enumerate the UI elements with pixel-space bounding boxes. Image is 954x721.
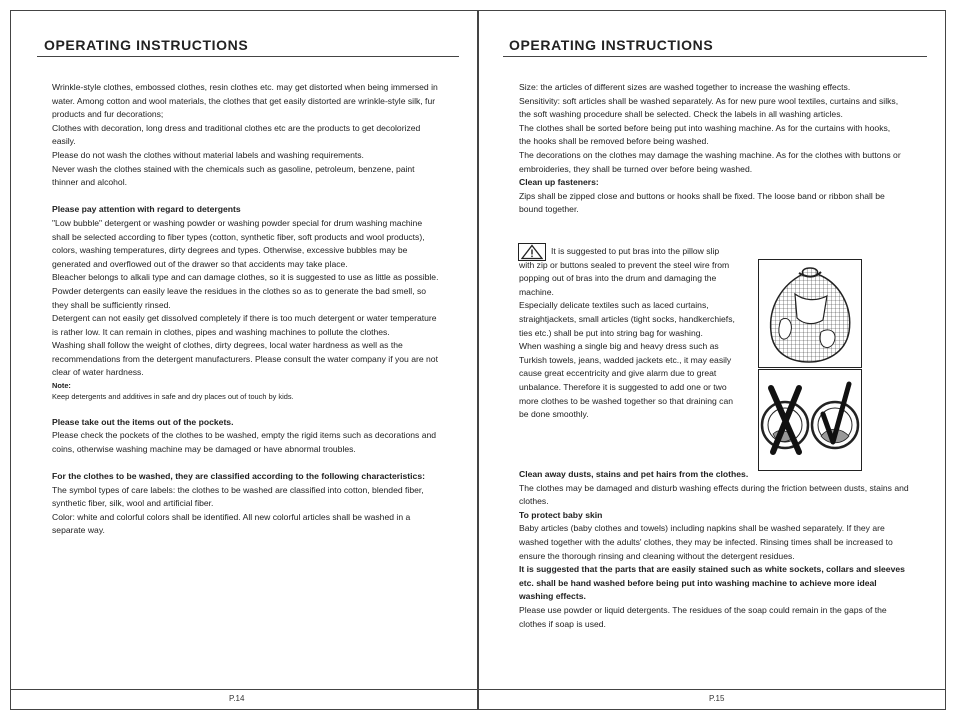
page-number: P.14 (229, 694, 245, 703)
section-heading: For the clothes to be washed, they are classified according to the following characteristics: (52, 471, 425, 482)
paragraph: The clothes shall be sorted before being put into washing machine. As for the curtains with hooks, the hooks shall be removed before being washed. (519, 122, 891, 147)
paragraph: When washing a single big and heavy dress such as Turkish towels, jeans, wadded jackets etc., it may easily cause great eccentricity and give alarm due to great unbalance. Therefore it is suggested to add one or two more clothes to be washed together so that draining can be done smoothly. (519, 341, 734, 420)
paragraph: Wrinkle-style clothes, embossed clothes, resin clothes etc. may get distorted when being immersed in water. Among cotton and wool materials, the clothes that get easily distorted are wrinkle-style silk, fur products and fur decorations; (52, 82, 438, 120)
section-heading: Please take out the items out of the pockets. (52, 416, 234, 427)
paragraph: Bleacher belongs to alkali type and can damage clothes, so it is suggested to use as little as possible. (52, 272, 439, 283)
page-number: P.15 (709, 694, 725, 703)
note-label: Note: (52, 381, 71, 391)
paragraph: Powder detergents can easily leave the residues in the clothes so as to generate the bad smell, so they shall be sufficiently rinsed. (52, 285, 427, 310)
paragraph: Sensitivity: soft articles shall be washed separately. As for new pure wool textiles, curtains and silks, the soft washing procedure shall be selected. Check the labels in all washing articles. (519, 95, 899, 120)
paragraph: Washing shall follow the weight of clothes, dirty degrees, local water hardness as well as the recommendations from the detergent manufacturers. Please consult the water company if you are not clear of water hardness. (52, 340, 438, 378)
page-left (10, 10, 478, 710)
note-text: Keep detergents and additives in safe and dry places out of touch by kids. (52, 392, 294, 402)
page-footer-left (11, 689, 477, 709)
drum-wrong-x-illustration (762, 388, 808, 452)
section-heading: Clean away dusts, stains and pet hairs from the clothes. (519, 469, 749, 479)
paragraph: It is suggested to put bras into the pillow slip with zip or buttons sealed to prevent the steel wire from popping out of bras into the drum and damaging the machine. (519, 246, 730, 297)
page-footer-right (479, 689, 945, 709)
paragraph: The symbol types of care labels: the clothes to be washed are classified into cotton, blended fiber, synthetic fiber, silk, wool and artificial fiber. (52, 484, 424, 509)
paragraph: Baby articles (baby clothes and towels) including napkins shall be washed separately. If they are washed together with the adults' clothes, they may be infected. Rinsing times shall be increased to ensure the thorough rinsing and cleaning without the detergent residues. (519, 523, 893, 561)
paragraph: The decorations on the clothes may damage the washing machine. As for the clothes with buttons or embroideries, they shall be turned over before being washed. (519, 149, 901, 174)
section-heading: To protect baby skin (519, 509, 603, 520)
title-rule-left (37, 56, 459, 57)
paragraph: Please check the pockets of the clothes to be washed, empty the rigid items such as decorations and coins, otherwise washing machine may be damaged or have abnormal troubles. (52, 430, 437, 454)
title-rule-right (503, 56, 927, 57)
paragraph: Color: white and colorful colors shall be identified. All new colorful articles shall be washed in a separate way. (52, 511, 411, 536)
paragraph: Zips shall be zipped close and buttons or hooks shall be fixed. The loose band or ribbon shall be bound together. (519, 190, 885, 215)
paragraph: Please use powder or liquid detergents. The residues of the soap could remain in the gaps of the clothes if soap is used. (519, 604, 887, 629)
drum-correct-check-illustration (812, 384, 858, 448)
paragraph: Please do not wash the clothes without material labels and washing requirements. (52, 149, 364, 160)
right-body-top (519, 81, 901, 217)
paragraph: Detergent can not easily get dissolved completely if there is too much detergent or water temperature is rather low. It can remain in clothes, pipes and washing machines to pollute the clothes. (52, 313, 437, 337)
page-title-right: OPERATING INSTRUCTIONS (509, 37, 714, 53)
section-heading: It is suggested that the parts that are easily stained such as white sockets, collars and sleeves etc. shall be hand washed before being put into washing machine to achieve more ideal washing effects. (519, 564, 905, 602)
paragraph: Never wash the clothes stained with the chemicals such as gasoline, petroleum, benzene, paint thinner and alcohol. (52, 163, 415, 188)
section-heading: Clean up fasteners: (519, 177, 599, 188)
paragraph: Especially delicate textiles such as laced curtains, straightjackets, small articles (tight socks, handkerchiefs, ties etc.) shall be put into string bag for washing. (519, 300, 735, 338)
drum-comparison-illustration (758, 369, 862, 471)
laundry-bag-illustration (758, 259, 862, 368)
right-body-bottom (519, 468, 911, 631)
left-body (52, 81, 442, 538)
section-heading: Please pay attention with regard to detergents (52, 204, 241, 215)
paragraph: "Low bubble" detergent or washing powder or washing powder special for drum washing machine shall be selected according to fiber types (cotton, synthetic fiber, soft products and wool products), colors, washing temperatures, dirty degrees and types. Otherwise, excessive bubbles may be generated and overflowed out of the drawer so that accidents may take place. (52, 217, 425, 269)
right-body-warning (519, 245, 735, 422)
paragraph: The clothes may be damaged and disturb washing effects during the friction between dusts, stains and clothes. (519, 482, 909, 507)
paragraph: Size: the articles of different sizes are washed together to increase the washing effects. (519, 82, 851, 92)
paragraph: Clothes with decoration, long dress and traditional clothes etc are the products to get decolorized easily. (52, 122, 421, 147)
page-right (478, 10, 946, 710)
page-title-left: OPERATING INSTRUCTIONS (44, 37, 249, 53)
